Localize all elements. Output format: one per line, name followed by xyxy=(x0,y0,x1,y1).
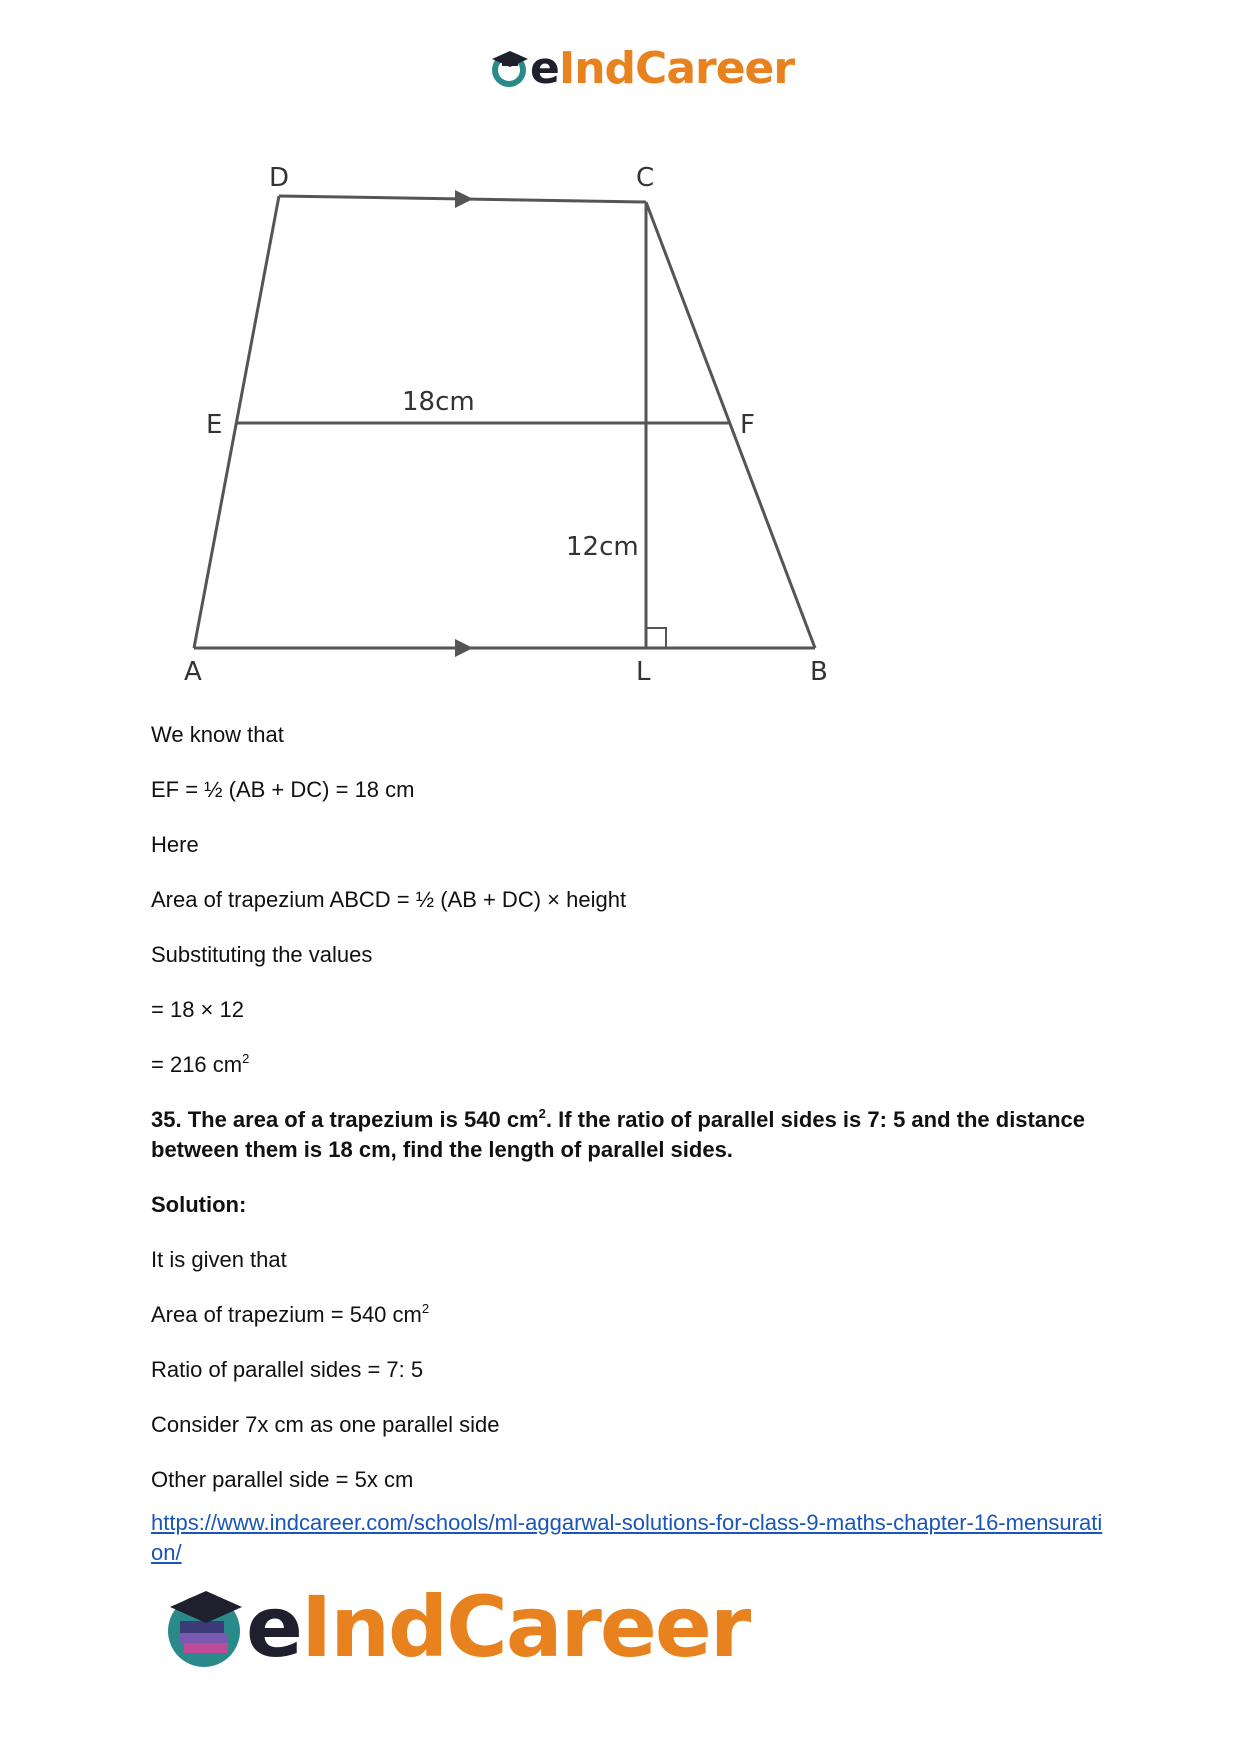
text-line: = 18 × 12 xyxy=(151,997,244,1022)
question-35: 35. The area of a trapezium is 540 $cm^2$. If the ratio of parallel sides is 7: 5 and the distance between them is 18 cm, find the length of parallel sides. xyxy=(151,1106,1086,1162)
header-logo-wordmark: eIndCareer xyxy=(530,42,795,94)
text-line: = 216 $cm^2$ xyxy=(151,1051,250,1077)
source-link[interactable]: https://www.indcareer.com/schools/ml-aggarwal-solutions-for-class-9-maths-chapter-16-mensuration/ xyxy=(151,1510,1103,1565)
text-line: Area of trapezium ABCD = ½ (AB + DC) × height xyxy=(151,887,627,912)
solution-heading: Solution: xyxy=(151,1192,247,1217)
book-stack-icon xyxy=(162,1585,246,1669)
parallel-arrow-ab xyxy=(455,639,473,657)
text-line: EF = ½ (AB + DC) = 18 cm xyxy=(151,777,415,802)
footer-logo-wordmark: eIndCareer xyxy=(246,1578,750,1676)
vertex-label-a: A xyxy=(184,657,202,687)
vertex-label-e: E xyxy=(206,410,223,440)
text-line: It is given that xyxy=(151,1247,287,1272)
text-line: Ratio of parallel sides = 7: 5 xyxy=(151,1357,424,1382)
text-line: Substituting the values xyxy=(151,942,373,967)
solution-content xyxy=(151,720,1111,1568)
vertex-label-c: C xyxy=(636,163,655,193)
trapezium-diagram xyxy=(170,150,870,690)
text-line: Here xyxy=(151,832,199,857)
text-line: Other parallel side = 5x cm xyxy=(151,1467,414,1492)
footer-logo xyxy=(162,1572,749,1682)
vertex-label-f: F xyxy=(740,410,755,440)
vertex-label-l: L xyxy=(636,657,651,687)
parallel-arrow-dc xyxy=(455,190,473,208)
midline-length-label: 18cm xyxy=(402,387,475,417)
text-line: We know that xyxy=(151,722,284,747)
side-cb xyxy=(646,202,815,648)
text-line: Area of trapezium = 540 $cm^2$ xyxy=(151,1301,430,1327)
vertex-label-d: D xyxy=(269,163,290,193)
text-line: Consider 7x cm as one parallel side xyxy=(151,1412,500,1437)
header-logo xyxy=(488,38,794,98)
graduation-cap-icon xyxy=(488,47,530,89)
height-length-label: 12cm xyxy=(566,532,639,562)
right-angle-mark xyxy=(646,628,666,648)
vertex-label-b: B xyxy=(810,657,828,687)
